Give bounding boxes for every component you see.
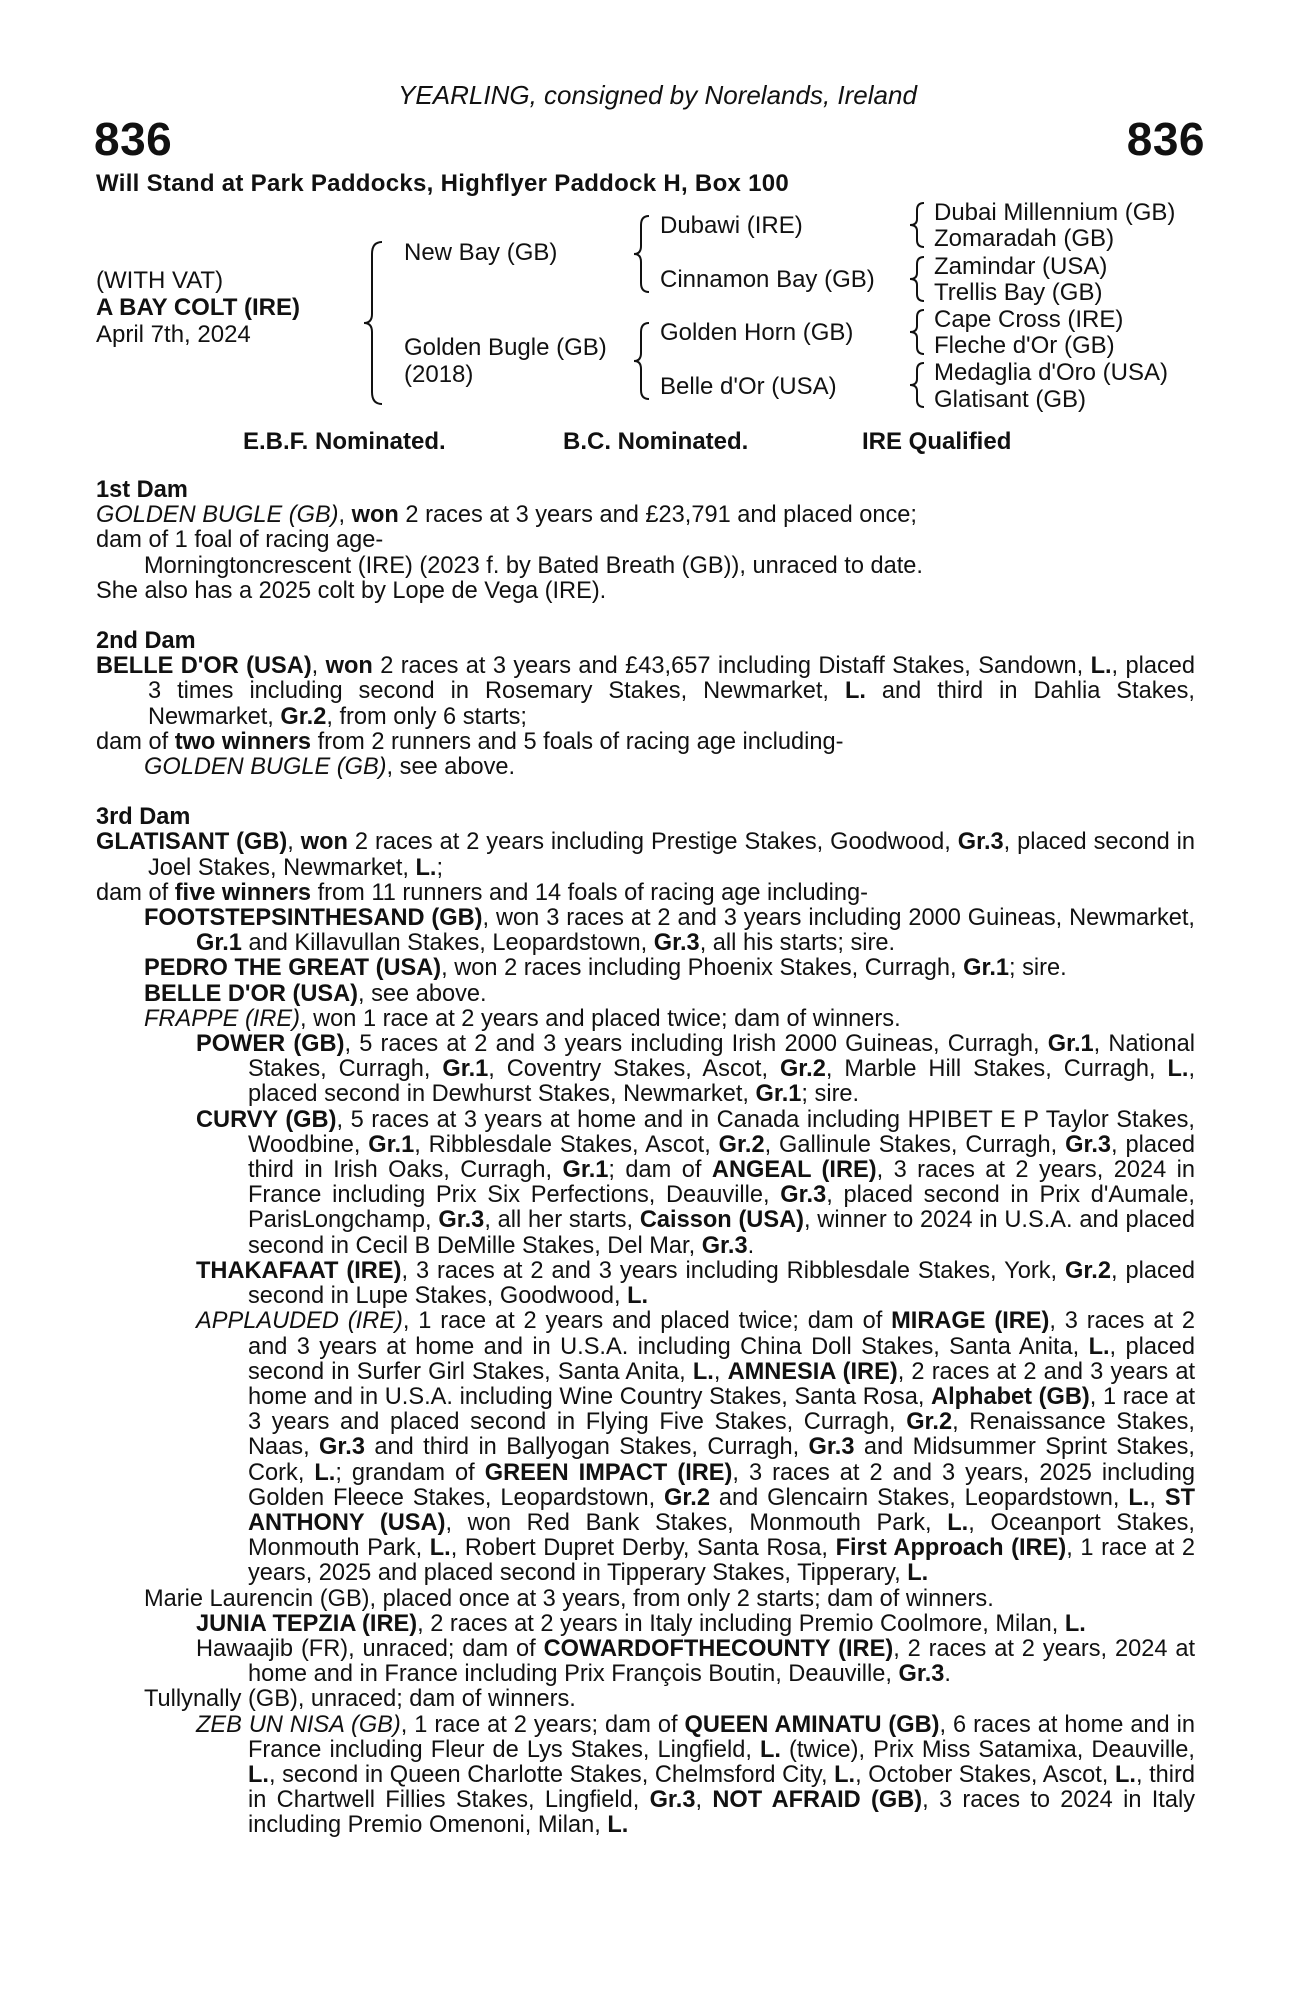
produce-marie-laurencin: Marie Laurencin (GB), placed once at 3 years, from only 2 starts; dam of winners. <box>144 1585 994 1612</box>
lot-number-right: 836 <box>1126 113 1205 165</box>
pedigree-brace-2 <box>630 213 652 295</box>
produce-footstepsinthesand: FOOTSTEPSINTHESAND (GB), won 3 races at 2 and 3 years including 2000 Guineas, Newmarket, Gr.1 and Killavullan Stakes, Leopardstown, Gr.3, all his starts; sire. <box>144 905 1195 957</box>
produce-thakafaat: THAKAFAAT (IRE), 3 races at 2 and 3 years including Ribblesdale Stakes, York, Gr.2, placed second in Lupe Stakes, Goodwood, L. <box>196 1257 1196 1310</box>
ggp-5: Cape Cross (IRE) <box>934 306 1124 333</box>
second-dam-text: BELLE D'OR (USA), won 2 races at 3 years and £43,657 including Distaff Stakes, Sandown, L., placed 3 times including second in Rosemary Stakes, Newmarket, L. and third in Dahlia Stakes, Newmarket, Gr.2, from only 6 starts; <box>96 653 1195 730</box>
sire-name: New Bay (GB) <box>404 239 558 266</box>
first-dam-heading: 1st Dam <box>96 477 188 503</box>
dam-name: Golden Bugle (GB) <box>404 334 607 361</box>
first-dam-produce: dam of 1 foal of racing age- <box>96 527 384 554</box>
dam-lines <box>96 478 1195 1839</box>
pedigree-brace-3 <box>630 320 652 402</box>
ggp-1: Dubai Millennium (GB) <box>934 199 1176 226</box>
pedigree-brace-4 <box>906 200 928 250</box>
catalogue-subtitle: YEARLING, consigned by Norelands, Ireland <box>398 80 917 110</box>
vat-note: (WITH VAT) <box>96 267 224 294</box>
dam-year: (2018) <box>404 361 474 388</box>
pedigree-brace-6 <box>906 307 928 357</box>
produce-tullynally: Tullynally (GB), unraced; dam of winners. <box>144 1686 576 1713</box>
second-dam-produce: dam of two winners from 2 runners and 5 foals of racing age including- <box>96 728 844 755</box>
pedigree-brace-1 <box>360 238 386 408</box>
ebf-nominated: E.B.F. Nominated. <box>243 428 446 455</box>
produce-power: POWER (GB), 5 races at 2 and 3 years including Irish 2000 Guineas, Curragh, Gr.1, National Stakes, Curragh, Gr.1, Coventry Stakes, Ascot, Gr.2, Marble Hill Stakes, Curragh, L., placed second in Dewhurst Stakes, Newmarket, Gr.1; sire. <box>196 1031 1195 1108</box>
ggp-4: Trellis Bay (GB) <box>934 279 1103 306</box>
ire-qualified: IRE Qualified <box>862 428 1012 455</box>
ggp-6: Fleche d'Or (GB) <box>934 332 1115 359</box>
pedigree-brace-5 <box>906 254 928 304</box>
produce-curvy: CURVY (GB), 5 races at 3 years at home and in Canada including HPIBET E P Taylor Stakes, Woodbine, Gr.1, Ribblesdale Stakes, Ascot, Gr.2, Gallinule Stakes, Curragh, Gr.3, placed third in Irish Oaks, Curragh, Gr.1; dam of ANGEAL (IRE), 3 races at 2 years, 2024 in France including Prix Six Perfections, Deauville, Gr.3, placed second in Prix d'Aumale, ParisLongchamp, Gr.3, all her starts, Caisson (USA), winner to 2024 in U.S.A. and placed second in Cecil B DeMille Stakes, Del Mar, Gr.3. <box>196 1106 1196 1259</box>
produce-zeb-un-nisa: ZEB UN NISA (GB), 1 race at 2 years; dam of QUEEN AMINATU (GB), 6 races at home and in France including Fleur de Lys Stakes, Lingfield, L. (twice), Prix Miss Satamixa, Deauville, L., second in Queen Charlotte Stakes, Chelmsford City, L., October Stakes, Ascot, L., third in Chartwell Fillies Stakes, Lingfield, Gr.3, NOT AFRAID (GB), 3 races to 2024 in Italy including Premio Omenoni, Milan, L. <box>196 1711 1195 1839</box>
lot-number-left: 836 <box>94 113 173 165</box>
second-dam-foal: GOLDEN BUGLE (GB), see above. <box>144 754 516 781</box>
dam-sire: Golden Horn (GB) <box>660 319 854 346</box>
first-dam-foal: Morningtoncrescent (IRE) (2023 f. by Bated Breath (GB)), unraced to date. <box>144 552 923 579</box>
third-dam-text: GLATISANT (GB), won 2 races at 2 years including Prestige Stakes, Goodwood, Gr.3, placed second in Joel Stakes, Newmarket, L.; <box>96 829 1195 881</box>
second-dam-heading: 2nd Dam <box>96 628 196 655</box>
ggp-2: Zomaradah (GB) <box>934 225 1115 252</box>
third-dam-produce: dam of five winners from 11 runners and 14 foals of racing age including- <box>96 879 869 906</box>
bc-nominated: B.C. Nominated. <box>563 428 749 455</box>
horse-name: A BAY COLT (IRE) <box>96 294 301 321</box>
ggp-7: Medaglia d'Oro (USA) <box>934 359 1168 386</box>
produce-applauded: APPLAUDED (IRE), 1 race at 2 years and placed twice; dam of MIRAGE (IRE), 3 races at 2 and 3 years at home and in U.S.A. including China Doll Stakes, Santa Anita, L., placed second in Surfer Girl Stakes, Santa Anita, L., AMNESIA (IRE), 2 races at 2 and 3 years at home and in U.S.A. including Wine Country Stakes, Santa Rosa, Alphabet (GB), 1 race at 3 years and placed second in Flying Five Stakes, Curragh, Gr.2, Renaissance Stakes, Naas, Gr.3 and third in Ballyogan Stakes, Curragh, Gr.3 and Midsummer Sprint Stakes, Cork, L.; grandam of GREEN IMPACT (IRE), 3 races at 2 and 3 years, 2025 including Golden Fleece Stakes, Leopardstown, Gr.2 and Glencairn Stakes, Leopardstown, L., ST ANTHONY (USA), won Red Bank Stakes, Monmouth Park, L., Oceanport Stakes, Monmouth Park, L., Robert Dupret Derby, Santa Rosa, First Approach (IRE), 1 race at 2 years, 2025 and placed second in Tipperary Stakes, Tipperary, L. <box>196 1308 1195 1587</box>
dam-dam: Belle d'Or (USA) <box>660 373 837 400</box>
produce-junia-tepzia: JUNIA TEPZIA (IRE), 2 races at 2 years in Italy including Premio Coolmore, Milan, L. <box>196 1610 1086 1637</box>
stand-location: Will Stand at Park Paddocks, Highflyer Paddock H, Box 100 <box>96 170 790 197</box>
sire-dam: Cinnamon Bay (GB) <box>660 266 875 293</box>
horse-dob: April 7th, 2024 <box>96 321 251 348</box>
ggp-8: Glatisant (GB) <box>934 386 1087 413</box>
produce-pedro-the-great: PEDRO THE GREAT (USA), won 2 races including Phoenix Stakes, Curragh, Gr.1; sire. <box>144 955 1067 982</box>
sire-sire: Dubawi (IRE) <box>660 212 803 239</box>
ggp-3: Zamindar (USA) <box>934 253 1108 280</box>
first-dam-note: She also has a 2025 colt by Lope de Vega (IRE). <box>96 577 607 604</box>
pedigree-brace-7 <box>906 360 928 410</box>
third-dam-heading: 3rd Dam <box>96 804 191 831</box>
produce-frappe: FRAPPE (IRE), won 1 race at 2 years and placed twice; dam of winners. <box>144 1005 901 1032</box>
produce-hawaajib: Hawaajib (FR), unraced; dam of COWARDOFTHECOUNTY (IRE), 2 races at 2 years, 2024 at home and in France including Prix François Boutin, Deauville, Gr.3. <box>196 1635 1196 1688</box>
produce-belle-dor: BELLE D'OR (USA), see above. <box>144 980 487 1007</box>
first-dam-text: GOLDEN BUGLE (GB), won 2 races at 3 years and £23,791 and placed once; <box>96 502 917 529</box>
